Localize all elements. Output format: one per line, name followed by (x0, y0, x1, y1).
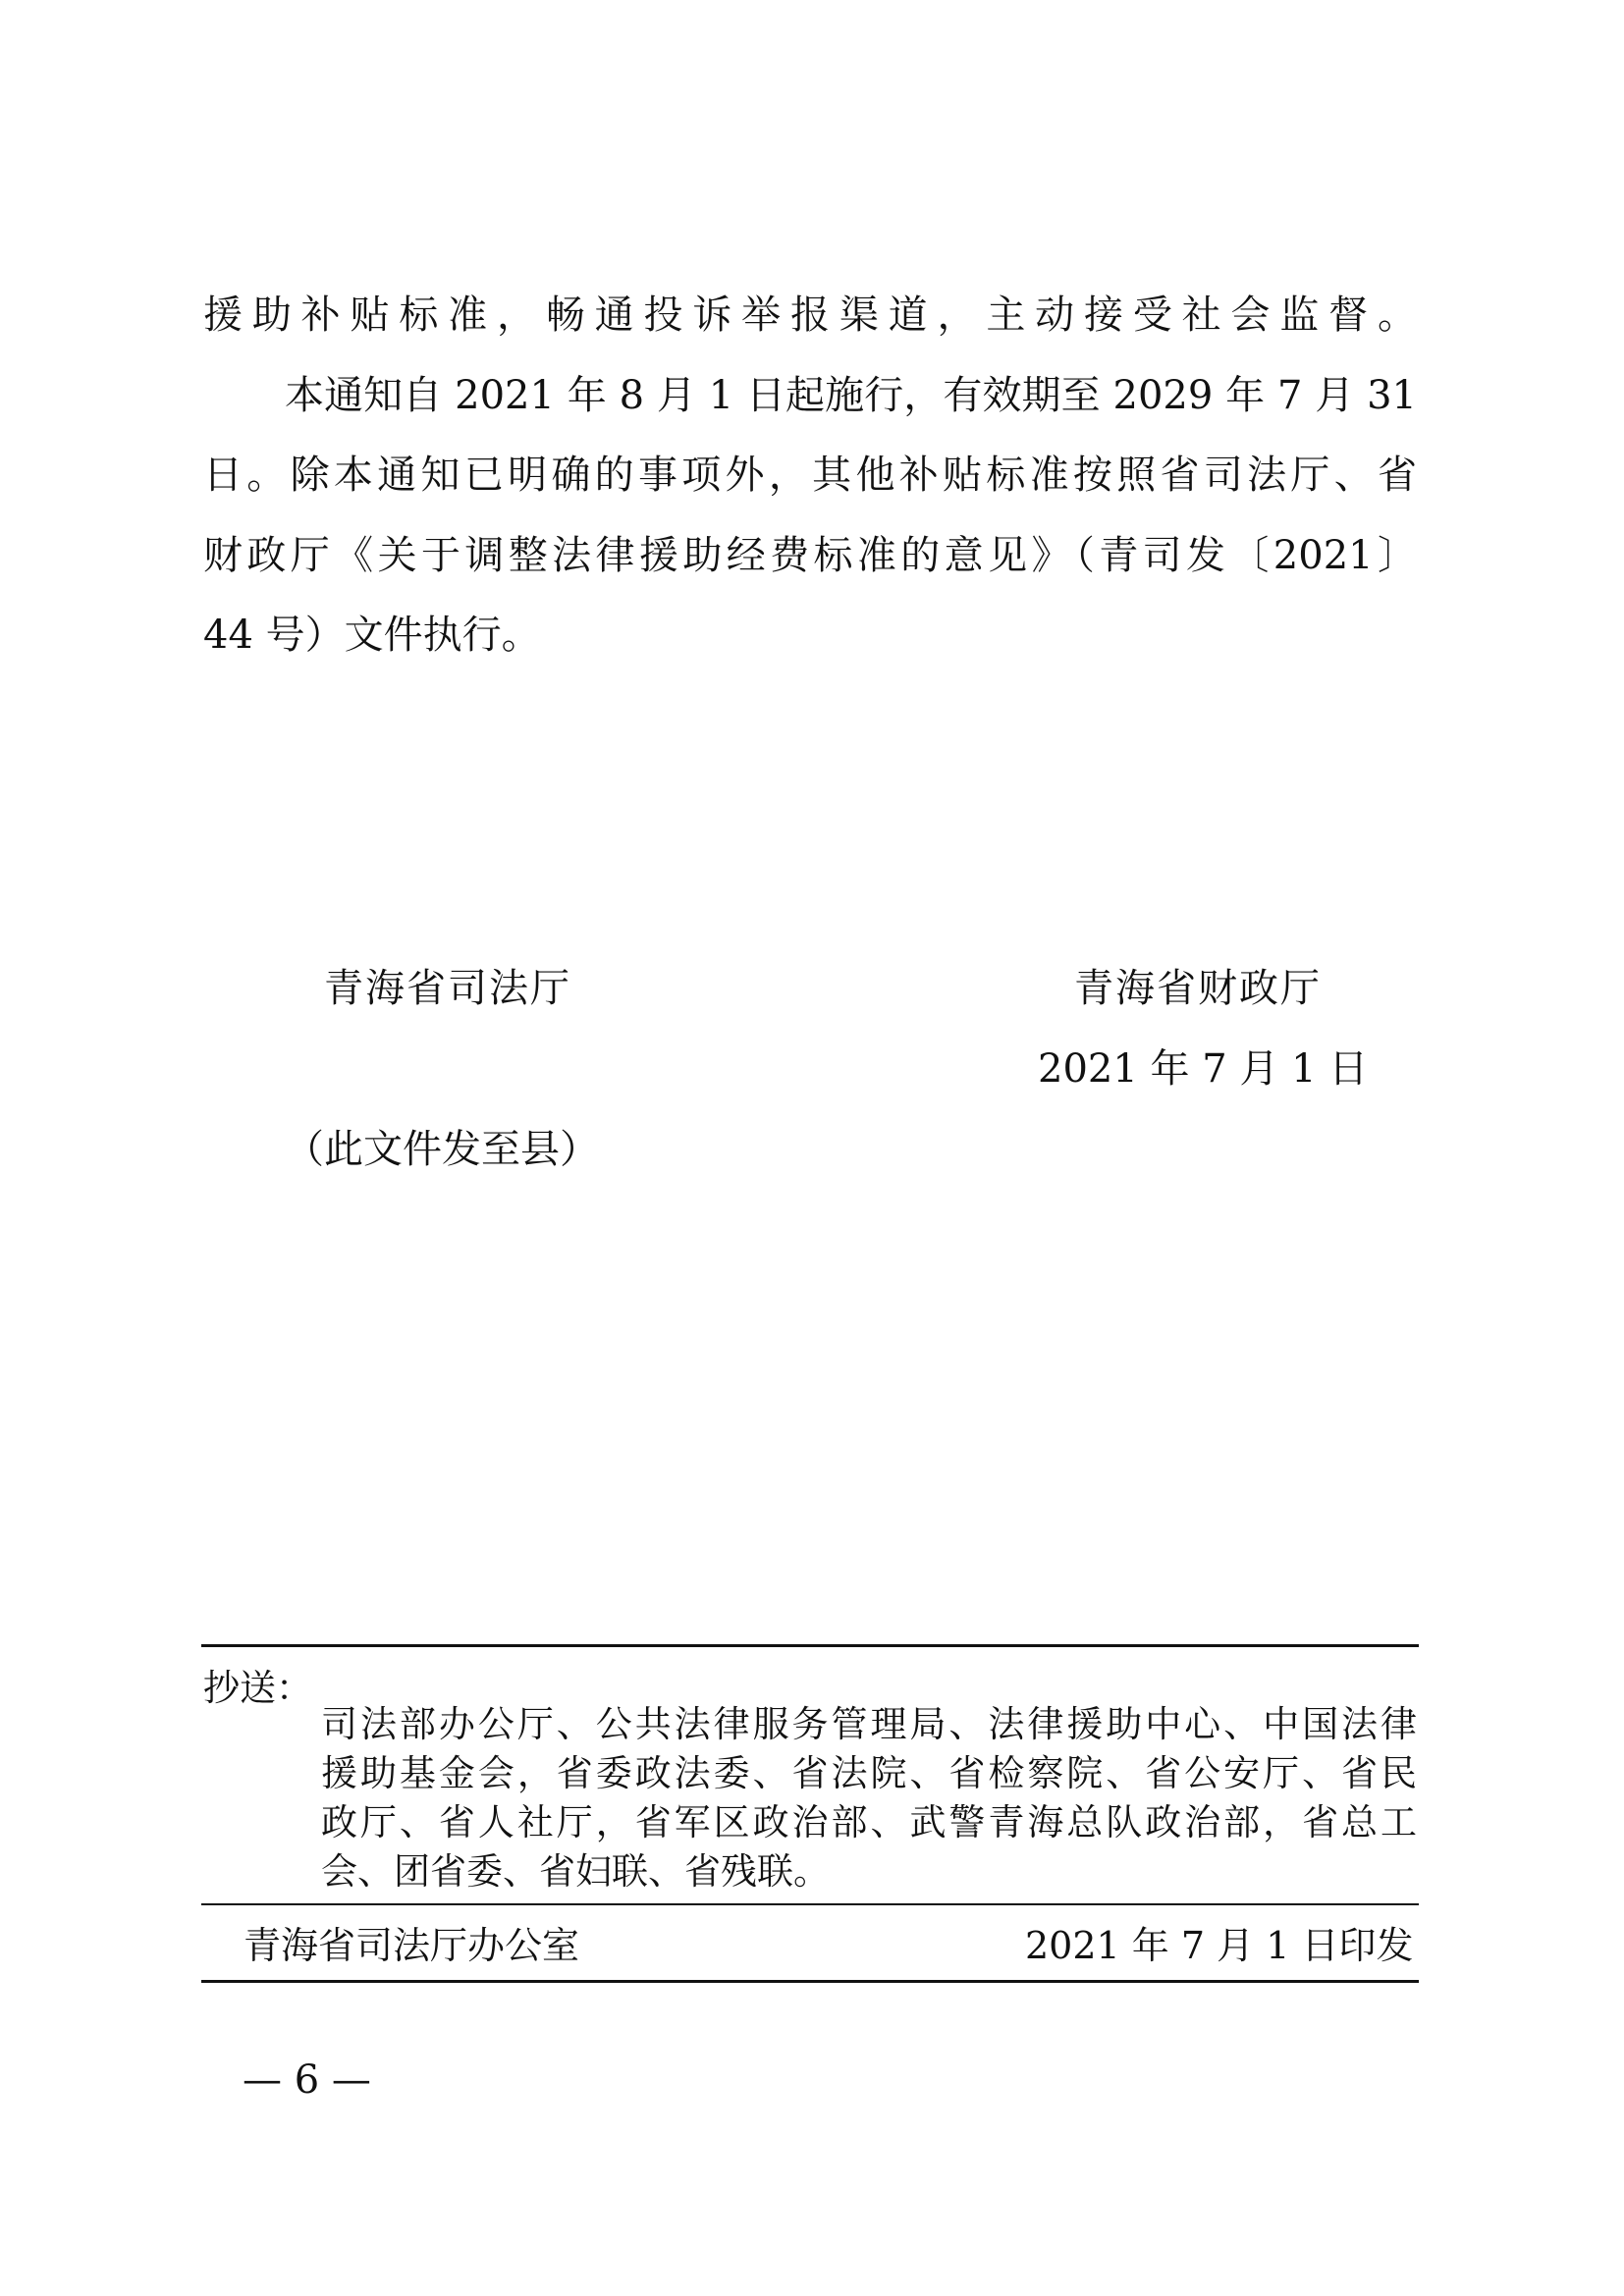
body-line-4: 财政厅《关于调整法律援助经费标准的意见》（青司发〔2021〕 (203, 533, 1417, 578)
issuer-right: 青海省财政厅 (1074, 966, 1322, 1011)
cc-label: 抄送： (203, 1667, 312, 1709)
issuer-left: 青海省司法厅 (324, 966, 571, 1011)
page-number: — 6 — (243, 2057, 371, 2103)
signature-date: 2021 年 7 月 1 日 (1038, 1046, 1369, 1092)
cc-line-1: 司法部办公厅、公共法律服务管理局、法律援助中心、中国法律 (321, 1703, 1417, 1745)
cc-line-2: 援助基金会，省委政法委、省法院、省检察院、省公安厅、省民 (321, 1752, 1417, 1794)
footer-bottom-rule (201, 1980, 1419, 1983)
cc-line-3: 政厅、省人社厅，省军区政治部、武警青海总队政治部，省总工 (321, 1801, 1417, 1843)
body-line-1: 援助补贴标准，畅通投诉举报渠道，主动接受社会监督。 (203, 293, 1417, 338)
body-line-2: 本通知自 2021 年 8 月 1 日起施行，有效期至 2029 年 7 月 31 (285, 373, 1417, 418)
body-line-3: 日。除本通知已明确的事项外，其他补贴标准按照省司法厅、省 (203, 453, 1417, 498)
body-line-5: 44 号）文件执行。 (203, 613, 541, 658)
cc-bottom-rule (201, 1903, 1419, 1905)
distribution-note: （此文件发至县） (285, 1127, 599, 1172)
cc-top-rule (201, 1644, 1419, 1647)
cc-line-4: 会、团省委、省妇联、省残联。 (321, 1850, 830, 1893)
footer-print-date: 2021 年 7 月 1 日印发 (1025, 1924, 1414, 1967)
footer-office: 青海省司法厅办公室 (244, 1924, 580, 1967)
